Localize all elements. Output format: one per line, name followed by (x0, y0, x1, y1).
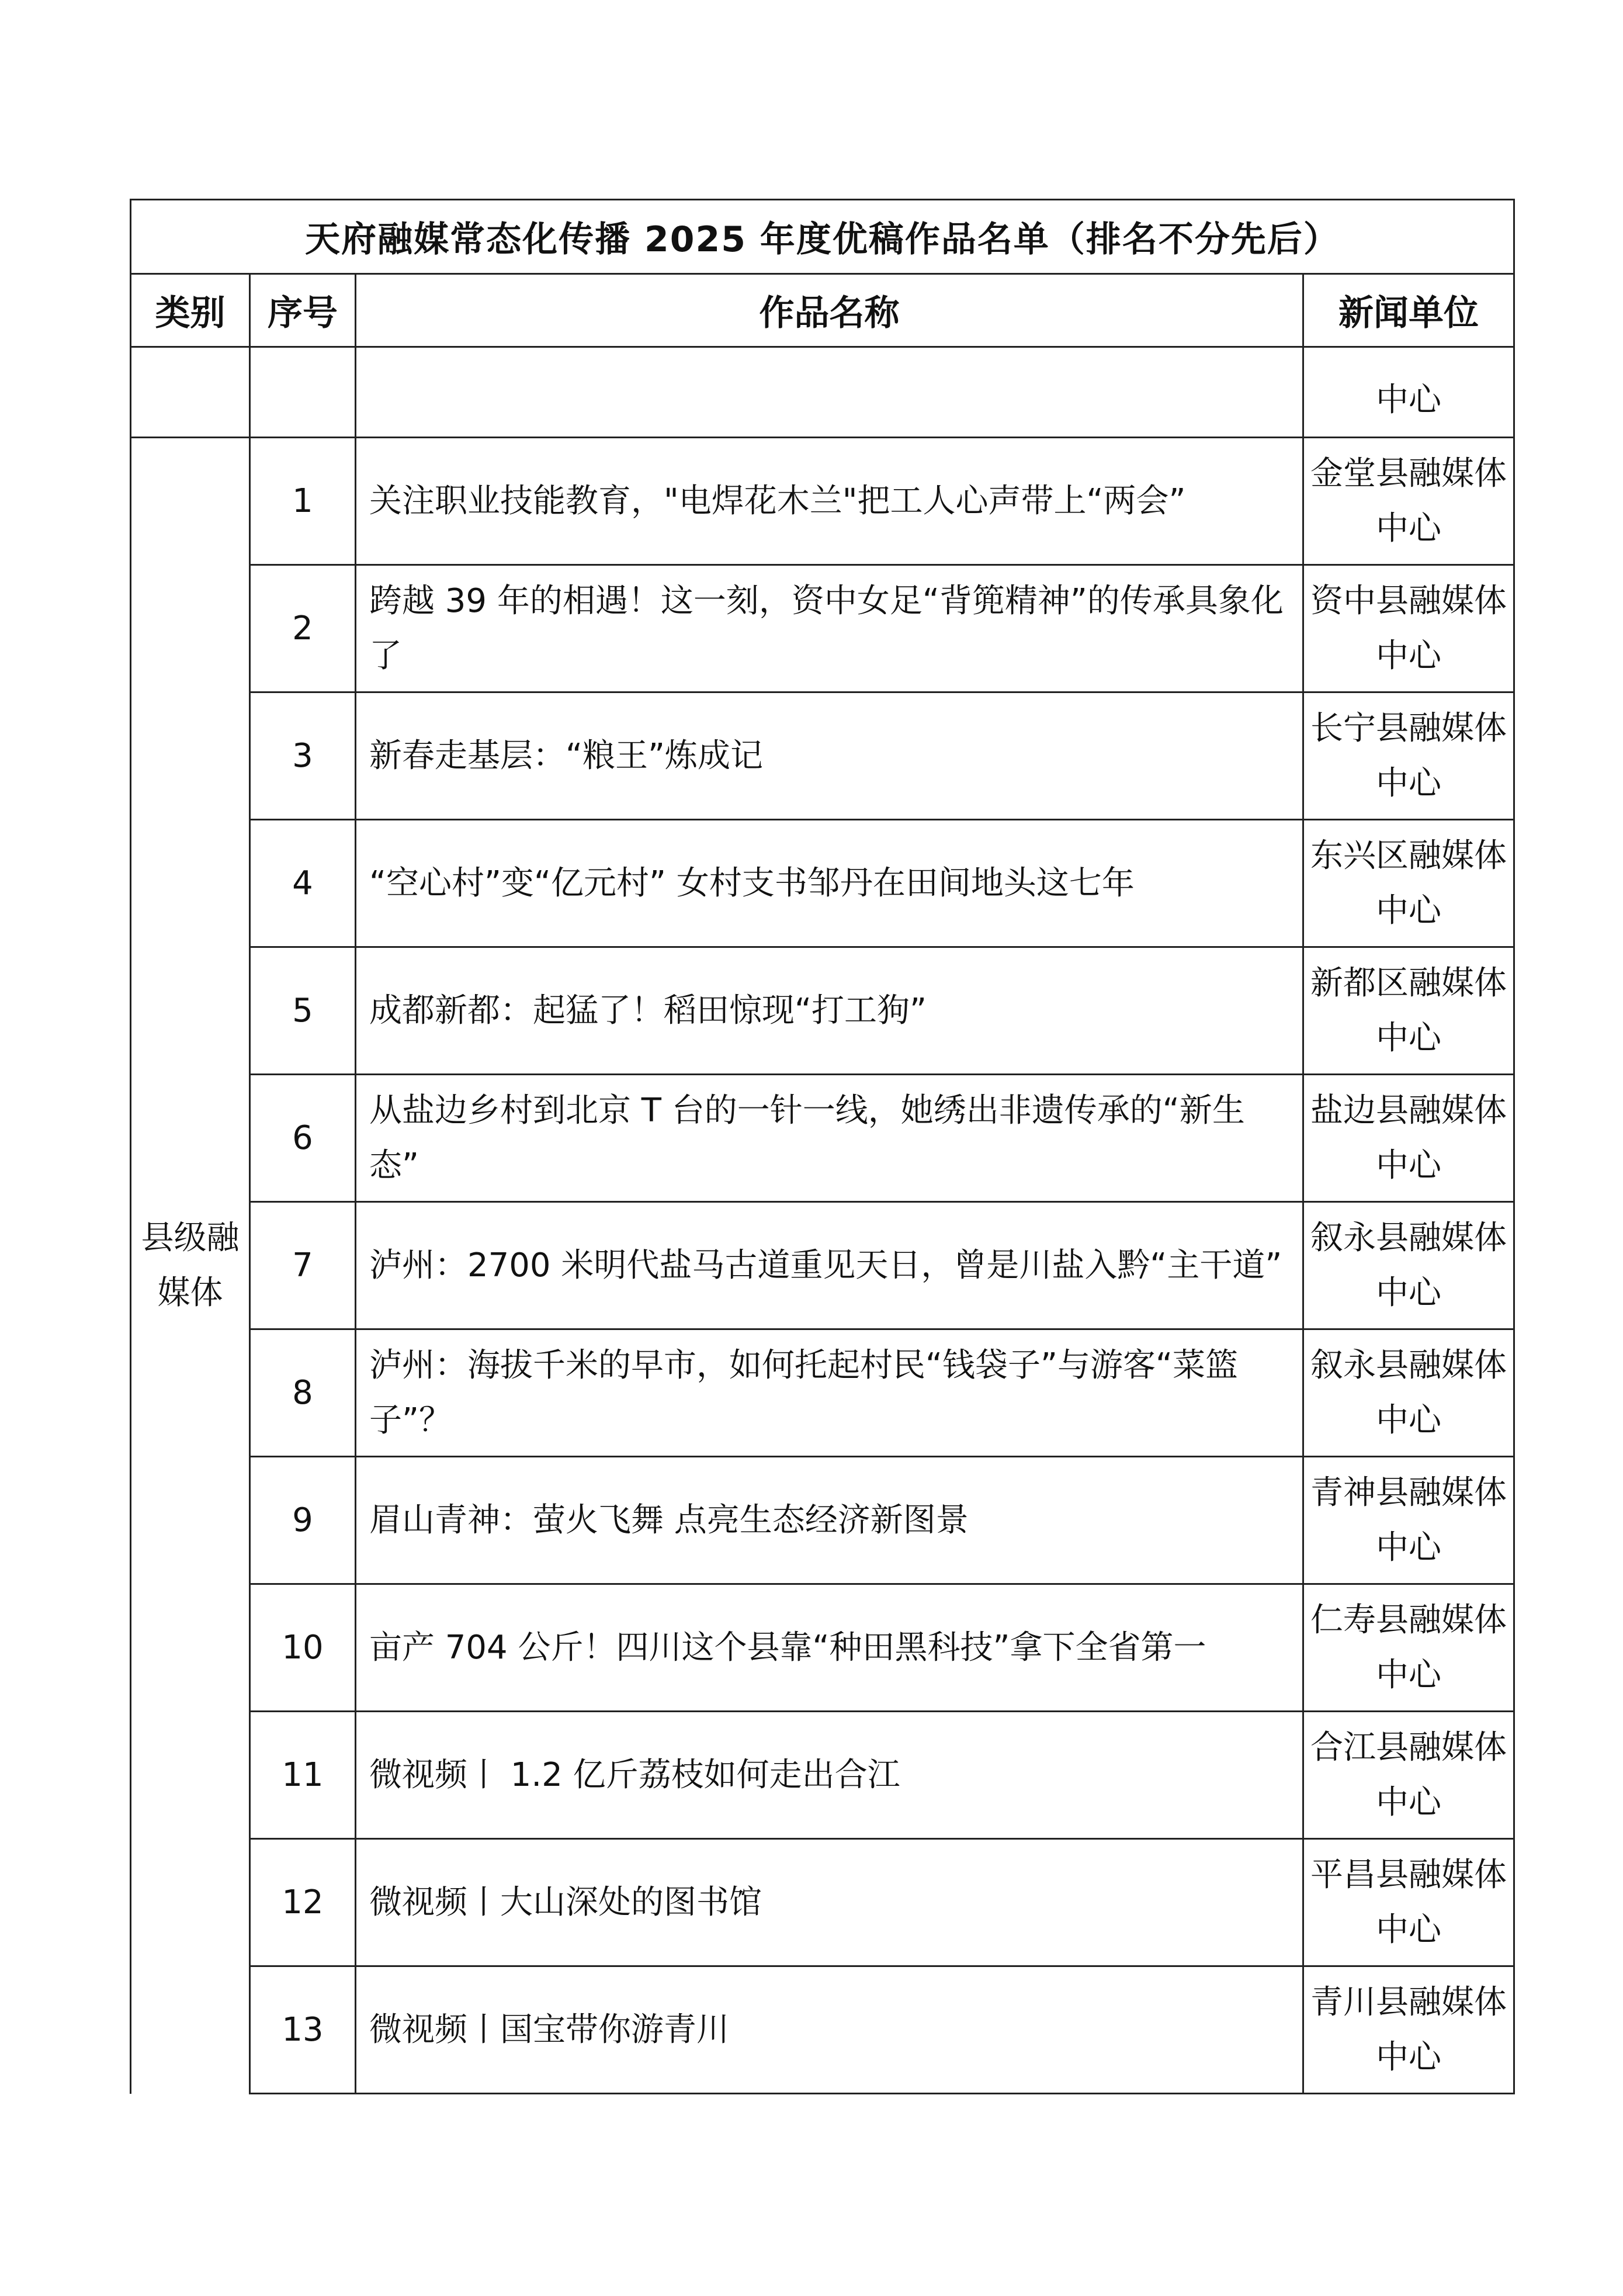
header-row (131, 274, 1514, 347)
table-row (131, 1584, 1514, 1712)
seq-cell: 1 (250, 438, 356, 565)
table-row (131, 1966, 1514, 2094)
table-row (131, 820, 1514, 947)
table-row (131, 565, 1514, 692)
seq-cell: 9 (250, 1457, 356, 1584)
seq-cell: 3 (250, 692, 356, 820)
seq-cell: 5 (250, 947, 356, 1075)
header-unit: 新闻单位 (1303, 274, 1514, 347)
table-row (131, 1457, 1514, 1584)
news-unit-cell: 叙永县融媒体中心 (1303, 1329, 1514, 1457)
news-unit-cell: 叙永县融媒体中心 (1303, 1202, 1514, 1329)
table-row (131, 1329, 1514, 1457)
work-title-cell: 微视频丨 1.2 亿斤荔枝如何走出合江 (356, 1712, 1303, 1839)
continuation-seq (250, 347, 356, 438)
table-row (131, 1712, 1514, 1839)
work-title-cell: 泸州：海拔千米的早市，如何托起村民“钱袋子”与游客“菜篮子”？ (356, 1329, 1303, 1457)
header-work: 作品名称 (356, 274, 1303, 347)
seq-cell: 2 (250, 565, 356, 692)
seq-cell: 10 (250, 1584, 356, 1712)
work-title-cell: 成都新都：起猛了！稻田惊现“打工狗” (356, 947, 1303, 1075)
work-title-cell: “空心村”变“亿元村” 女村支书邹丹在田间地头这七年 (356, 820, 1303, 947)
table-row (131, 692, 1514, 820)
news-unit-cell: 仁寿县融媒体中心 (1303, 1584, 1514, 1712)
table-title: 天府融媒常态化传播 2025 年度优稿作品名单（排名不分先后） (131, 200, 1514, 274)
work-title-cell: 泸州：2700 米明代盐马古道重见天日，曾是川盐入黔“主干道” (356, 1202, 1303, 1329)
work-title-cell: 亩产 704 公斤！四川这个县靠“种田黑科技”拿下全省第一 (356, 1584, 1303, 1712)
header-seq: 序号 (250, 274, 356, 347)
table-row (131, 1075, 1514, 1202)
news-unit-cell: 合江县融媒体中心 (1303, 1712, 1514, 1839)
seq-cell: 8 (250, 1329, 356, 1457)
table-row (131, 438, 1514, 565)
continuation-work (356, 347, 1303, 438)
work-title-cell: 从盐边乡村到北京 T 台的一针一线，她绣出非遗传承的“新生态” (356, 1075, 1303, 1202)
news-unit-cell: 长宁县融媒体中心 (1303, 692, 1514, 820)
news-unit-cell: 东兴区融媒体中心 (1303, 820, 1514, 947)
seq-cell: 4 (250, 820, 356, 947)
table-row (131, 1839, 1514, 1966)
continuation-category (131, 347, 250, 438)
table-row (131, 947, 1514, 1075)
news-unit-cell: 新都区融媒体中心 (1303, 947, 1514, 1075)
work-title-cell: 新春走基层：“粮王”炼成记 (356, 692, 1303, 820)
seq-cell: 11 (250, 1712, 356, 1839)
continuation-unit: 中心 (1303, 347, 1514, 438)
work-title-cell: 微视频丨国宝带你游青川 (356, 1966, 1303, 2094)
news-unit-cell: 金堂县融媒体中心 (1303, 438, 1514, 565)
news-unit-cell: 资中县融媒体中心 (1303, 565, 1514, 692)
seq-cell: 12 (250, 1839, 356, 1966)
table-row (131, 1202, 1514, 1329)
header-category: 类别 (131, 274, 250, 347)
continuation-row (131, 347, 1514, 438)
work-title-cell: 关注职业技能教育，"电焊花木兰"把工人心声带上“两会” (356, 438, 1303, 565)
news-unit-cell: 平昌县融媒体中心 (1303, 1839, 1514, 1966)
awards-table (130, 199, 1515, 2094)
news-unit-cell: 青川县融媒体中心 (1303, 1966, 1514, 2094)
work-title-cell: 跨越 39 年的相遇！这一刻，资中女足“背篼精神”的传承具象化了 (356, 565, 1303, 692)
seq-cell: 6 (250, 1075, 356, 1202)
news-unit-cell: 盐边县融媒体中心 (1303, 1075, 1514, 1202)
category-cell: 县级融媒体 (131, 438, 250, 2094)
work-title-cell: 眉山青神：萤火飞舞 点亮生态经济新图景 (356, 1457, 1303, 1584)
work-title-cell: 微视频丨大山深处的图书馆 (356, 1839, 1303, 1966)
seq-cell: 7 (250, 1202, 356, 1329)
title-row (131, 200, 1514, 274)
news-unit-cell: 青神县融媒体中心 (1303, 1457, 1514, 1584)
seq-cell: 13 (250, 1966, 356, 2094)
